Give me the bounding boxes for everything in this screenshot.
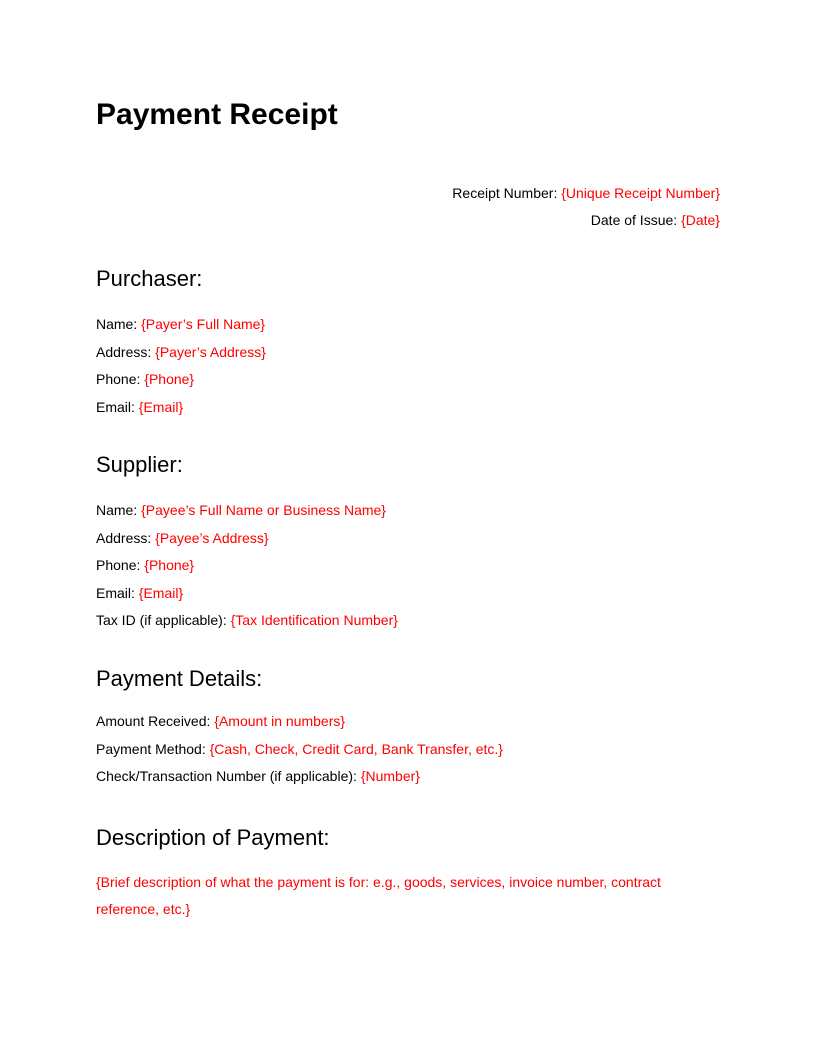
date-of-issue-value: {Date}	[681, 212, 720, 228]
field-label: Name:	[96, 502, 138, 518]
field-value: {Amount in numbers}	[214, 713, 346, 729]
description-heading: Description of Payment:	[96, 825, 330, 850]
field-label: Phone:	[96, 557, 141, 573]
purchaser-phone-line	[96, 366, 720, 394]
field-label: Name:	[96, 316, 138, 332]
transaction-number-line	[96, 763, 720, 791]
payment-details-fields	[96, 708, 720, 791]
field-value: {Tax Identification Number}	[230, 612, 398, 628]
supplier-tax-id-line	[96, 607, 720, 635]
supplier-name-line	[96, 497, 720, 525]
field-label: Address:	[96, 529, 152, 546]
field-label: Amount Received:	[96, 713, 211, 729]
field-label: Tax ID (if applicable):	[96, 612, 227, 628]
receipt-number-line	[96, 180, 720, 207]
purchaser-email-line	[96, 394, 720, 422]
field-label: Email:	[96, 398, 135, 415]
field-label: Check/Transaction Number (if applicable):	[96, 768, 357, 784]
date-of-issue-line	[96, 207, 720, 234]
field-value: {Email}	[138, 398, 184, 415]
date-of-issue-label: Date of Issue:	[590, 212, 678, 228]
field-value: {Payer’s Full Name}	[141, 316, 266, 332]
receipt-number-value: {Unique Receipt Number}	[561, 185, 720, 201]
supplier-fields	[96, 497, 720, 635]
supplier-email-line	[96, 580, 720, 608]
field-value: {Phone}	[144, 557, 195, 573]
payment-details-heading: Payment Details:	[96, 666, 263, 691]
field-label: Email:	[96, 584, 135, 601]
field-label: Phone:	[96, 371, 141, 387]
purchaser-address-line	[96, 339, 720, 367]
description-text: {Brief description of what the payment is for: e.g., goods, services, invoice number, contract reference, etc.}	[96, 874, 661, 917]
field-value: {Number}	[360, 768, 420, 784]
supplier-address-line	[96, 525, 720, 553]
purchaser-name-line	[96, 311, 720, 339]
payment-method-line	[96, 736, 720, 764]
purchaser-heading: Purchaser:	[96, 266, 203, 291]
field-value: {Phone}	[144, 371, 195, 387]
field-value: {Payee’s Address}	[155, 529, 269, 546]
supplier-heading: Supplier:	[96, 452, 183, 477]
field-value: {Email}	[138, 584, 184, 601]
amount-received-line	[96, 708, 720, 736]
supplier-phone-line	[96, 552, 720, 580]
field-label: Payment Method:	[96, 740, 206, 757]
receipt-meta	[96, 180, 720, 234]
page-title: Payment Receipt	[96, 98, 338, 131]
field-value: {Payee’s Full Name or Business Name}	[141, 502, 386, 518]
field-value: {Cash, Check, Credit Card, Bank Transfer, etc.}	[209, 740, 503, 757]
receipt-number-label: Receipt Number:	[452, 185, 558, 201]
purchaser-fields	[96, 311, 720, 421]
field-value: {Payer’s Address}	[155, 343, 266, 360]
field-label: Address:	[96, 343, 152, 360]
